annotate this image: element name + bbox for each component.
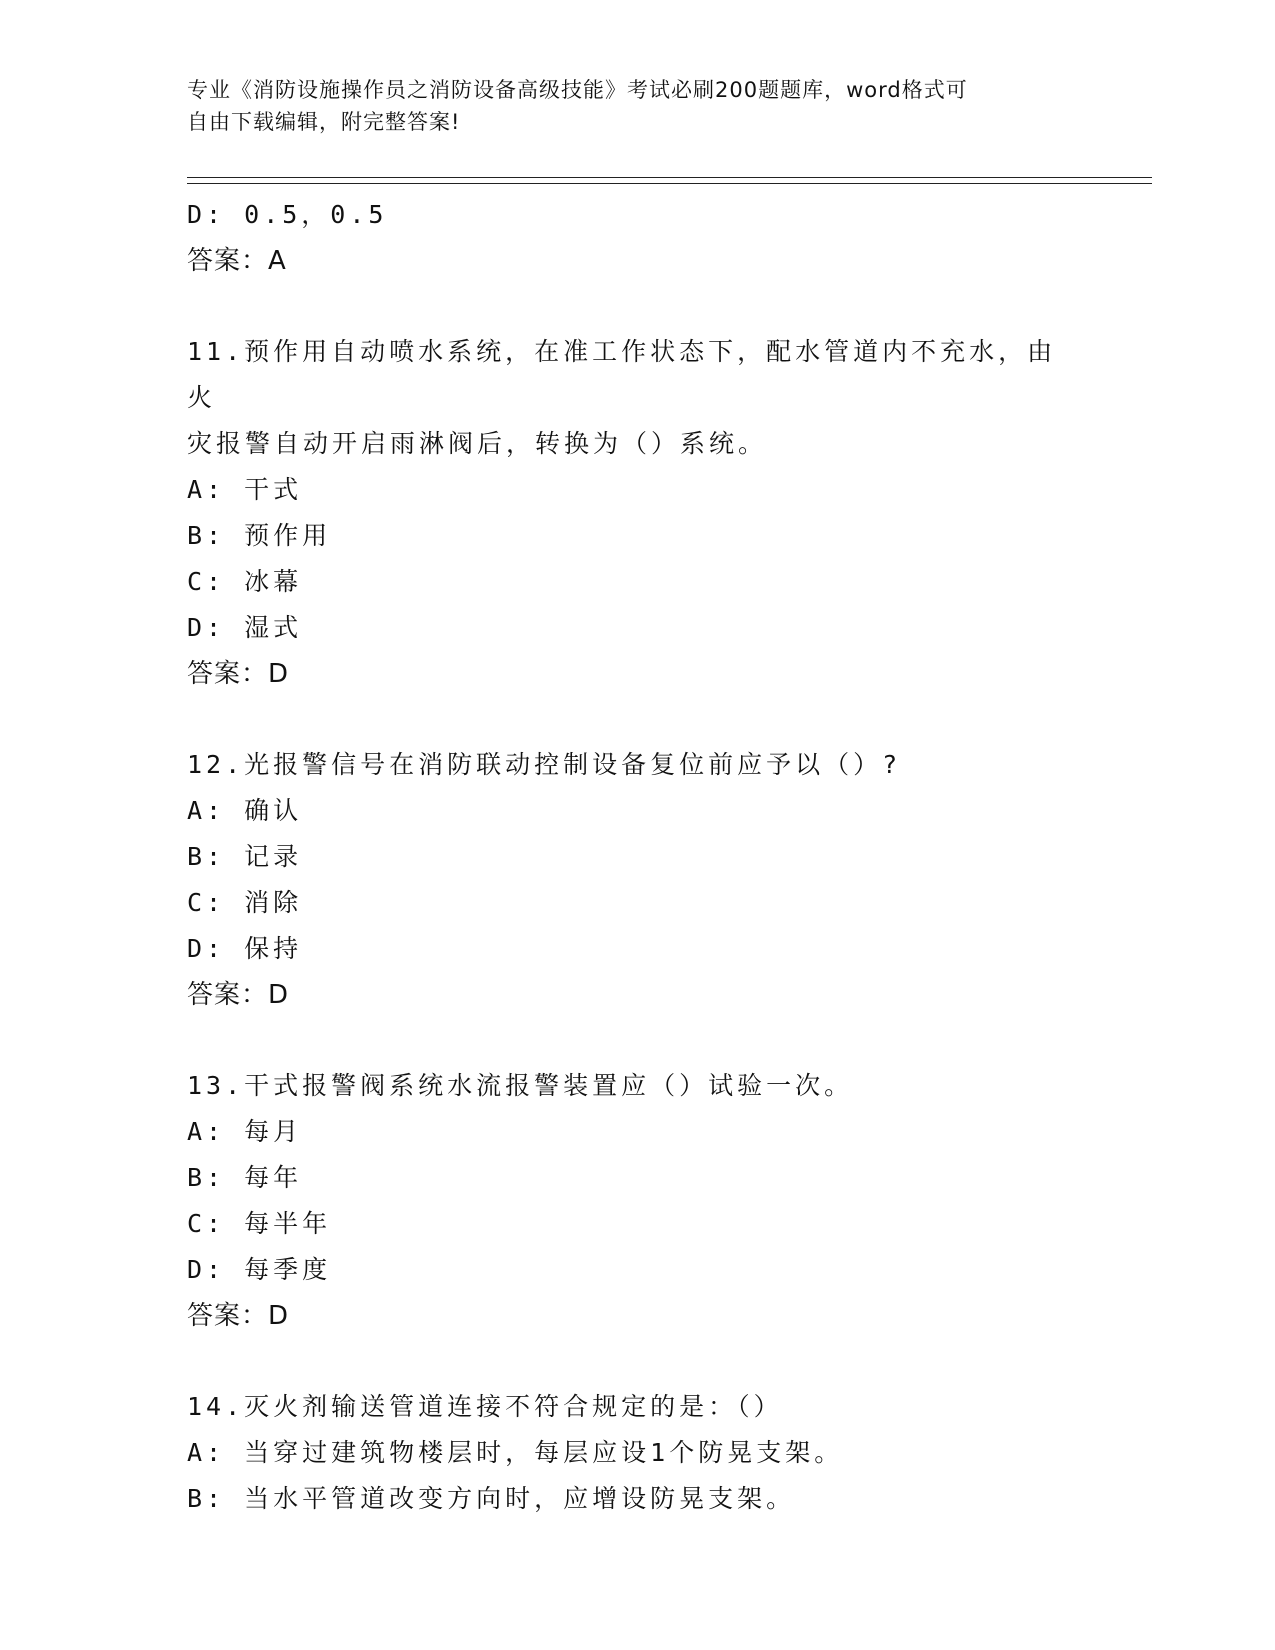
answer-line: 答案：D [187, 659, 290, 689]
header-title-line-2: 自由下载编辑，附完整答案! [187, 110, 461, 134]
previous-question-fragment [187, 192, 1087, 284]
question-11 [187, 329, 1087, 697]
option-b: B: 记录 [187, 842, 303, 871]
document-header [187, 74, 1067, 138]
question-stem-line-1: 13.干式报警阀系统水流报警装置应（）试验一次。 [187, 1071, 854, 1100]
option-d: D: 湿式 [187, 613, 303, 642]
question-stem [187, 1384, 1067, 1430]
header-divider [187, 177, 1152, 184]
question-list [187, 192, 1087, 1522]
option-b: B: 当水平管道改变方向时，应增设防晃支架。 [187, 1484, 796, 1513]
option-a: A: 当穿过建筑物楼层时，每层应设1个防晃支架。 [187, 1438, 844, 1467]
question-14 [187, 1384, 1087, 1522]
option-a: A: 确认 [187, 796, 303, 825]
option-c: C: 消除 [187, 888, 303, 917]
question-stem-line-1: 11.预作用自动喷水系统，在准工作状态下，配水管道内不充水，由火 [187, 337, 1057, 412]
option-d: D: 每季度 [187, 1255, 332, 1284]
answer-line: 答案：D [187, 1301, 290, 1331]
option-b: B: 预作用 [187, 521, 332, 550]
question-stem-line-1: 14.灭火剂输送管道连接不符合规定的是：（） [187, 1392, 783, 1421]
question-stem [187, 742, 1067, 788]
question-stem [187, 1063, 1067, 1109]
question-12 [187, 742, 1087, 1018]
answer-line: 答案：A [187, 246, 287, 276]
option-d: D: 保持 [187, 934, 303, 963]
question-13 [187, 1063, 1087, 1339]
question-stem [187, 329, 1067, 467]
answer-line: 答案：D [187, 980, 290, 1010]
question-stem-line-1: 12.光报警信号在消防联动控制设备复位前应予以（）? [187, 750, 902, 779]
header-title-line-1: 专业《消防设施操作员之消防设备高级技能》考试必刷200题题库，word格式可 [187, 78, 968, 102]
option-c: C: 每半年 [187, 1209, 332, 1238]
option-d: D: 0.5，0.5 [187, 200, 388, 229]
option-c: C: 冰幕 [187, 567, 303, 596]
option-a: A: 每月 [187, 1117, 303, 1146]
option-b: B: 每年 [187, 1163, 303, 1192]
option-a: A: 干式 [187, 475, 303, 504]
question-stem-line-2: 灾报警自动开启雨淋阀后，转换为（）系统。 [187, 429, 768, 458]
